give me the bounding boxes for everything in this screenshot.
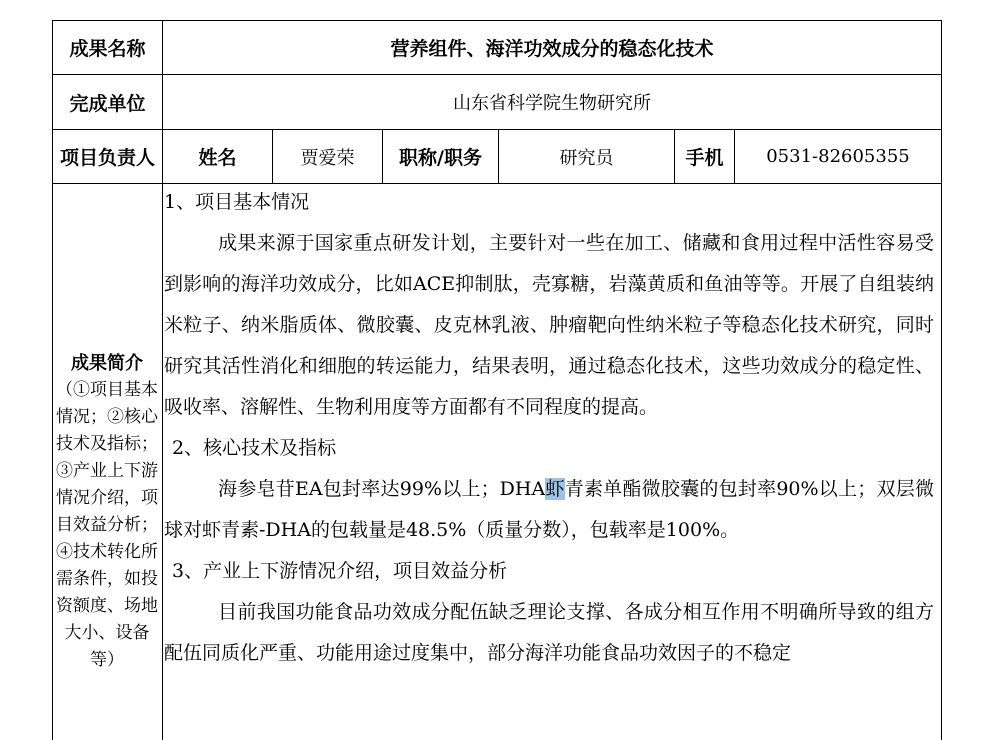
section-3-title: 3、产业上下游情况介绍，项目效益分析 (172, 560, 508, 582)
section-2-body (164, 469, 934, 551)
phone-value: 0531-82605355 (766, 146, 910, 167)
section-1-title: 1、项目基本情况 (164, 191, 310, 213)
name-value: 贾爱荣 (300, 147, 355, 169)
text-selection[interactable]: 虾 (545, 478, 565, 500)
job-title-label: 职称/职务 (399, 147, 482, 169)
section-2-text-b: 青素单酯微胶囊的包封率90%以上；双层微球对虾青素-DHA的包载量是48.5%（质量分数），包载率是100%。 (164, 478, 934, 541)
summary-content[interactable] (164, 182, 934, 674)
organization-label: 完成单位 (69, 92, 146, 115)
summary-sublabel: （①项目基本情况；②核心技术及指标；③产业上下游情况介绍，项目效益分析；④技术转化所需条件，如投资额度、场地大小、设备等） (56, 380, 158, 670)
project-leader-label: 项目负责人 (59, 147, 155, 169)
achievement-name-label: 成果名称 (69, 38, 146, 60)
section-3-body: 目前我国功能食品功效成分配伍缺乏理论支撑、各成分相互作用不明确所导致的组方配伍同质化严重、功能用途过度集中，部分海洋功能食品功效因子的不稳定 (164, 601, 934, 664)
phone-label: 手机 (685, 147, 724, 169)
organization-value: 山东省科学院生物研究所 (453, 93, 651, 114)
name-label: 姓名 (198, 147, 237, 169)
section-1-body: 成果来源于国家重点研发计划，主要针对一些在加工、储藏和食用过程中活性容易受到影响的海洋功效成分，比如ACE抑制肽，壳寡糖，岩藻黄质和鱼油等等。开展了自组装纳米粒子、纳米脂质体、微胶囊、皮克林乳液、肿瘤靶向性纳米粒子等稳态化技术研究，同时研究其活性消化和细胞的转运能力，结果表明，通过稳态化技术，这些功效成分的稳定性、吸收率、溶解性、生物利用度等方面都有不同程度的提高。 (164, 232, 934, 418)
achievement-name-value: 营养组件、海洋功效成分的稳态化技术 (390, 38, 714, 60)
table-border-right (941, 20, 942, 740)
section-2-title: 2、核心技术及指标 (172, 437, 337, 459)
achievement-table (52, 20, 942, 740)
job-title-value: 研究员 (559, 147, 614, 169)
summary-label-cell (54, 350, 160, 674)
summary-label: 成果简介 (71, 353, 143, 374)
section-2-text-a: 海参皂苷EA包封率达99%以上；DHA (218, 478, 546, 500)
